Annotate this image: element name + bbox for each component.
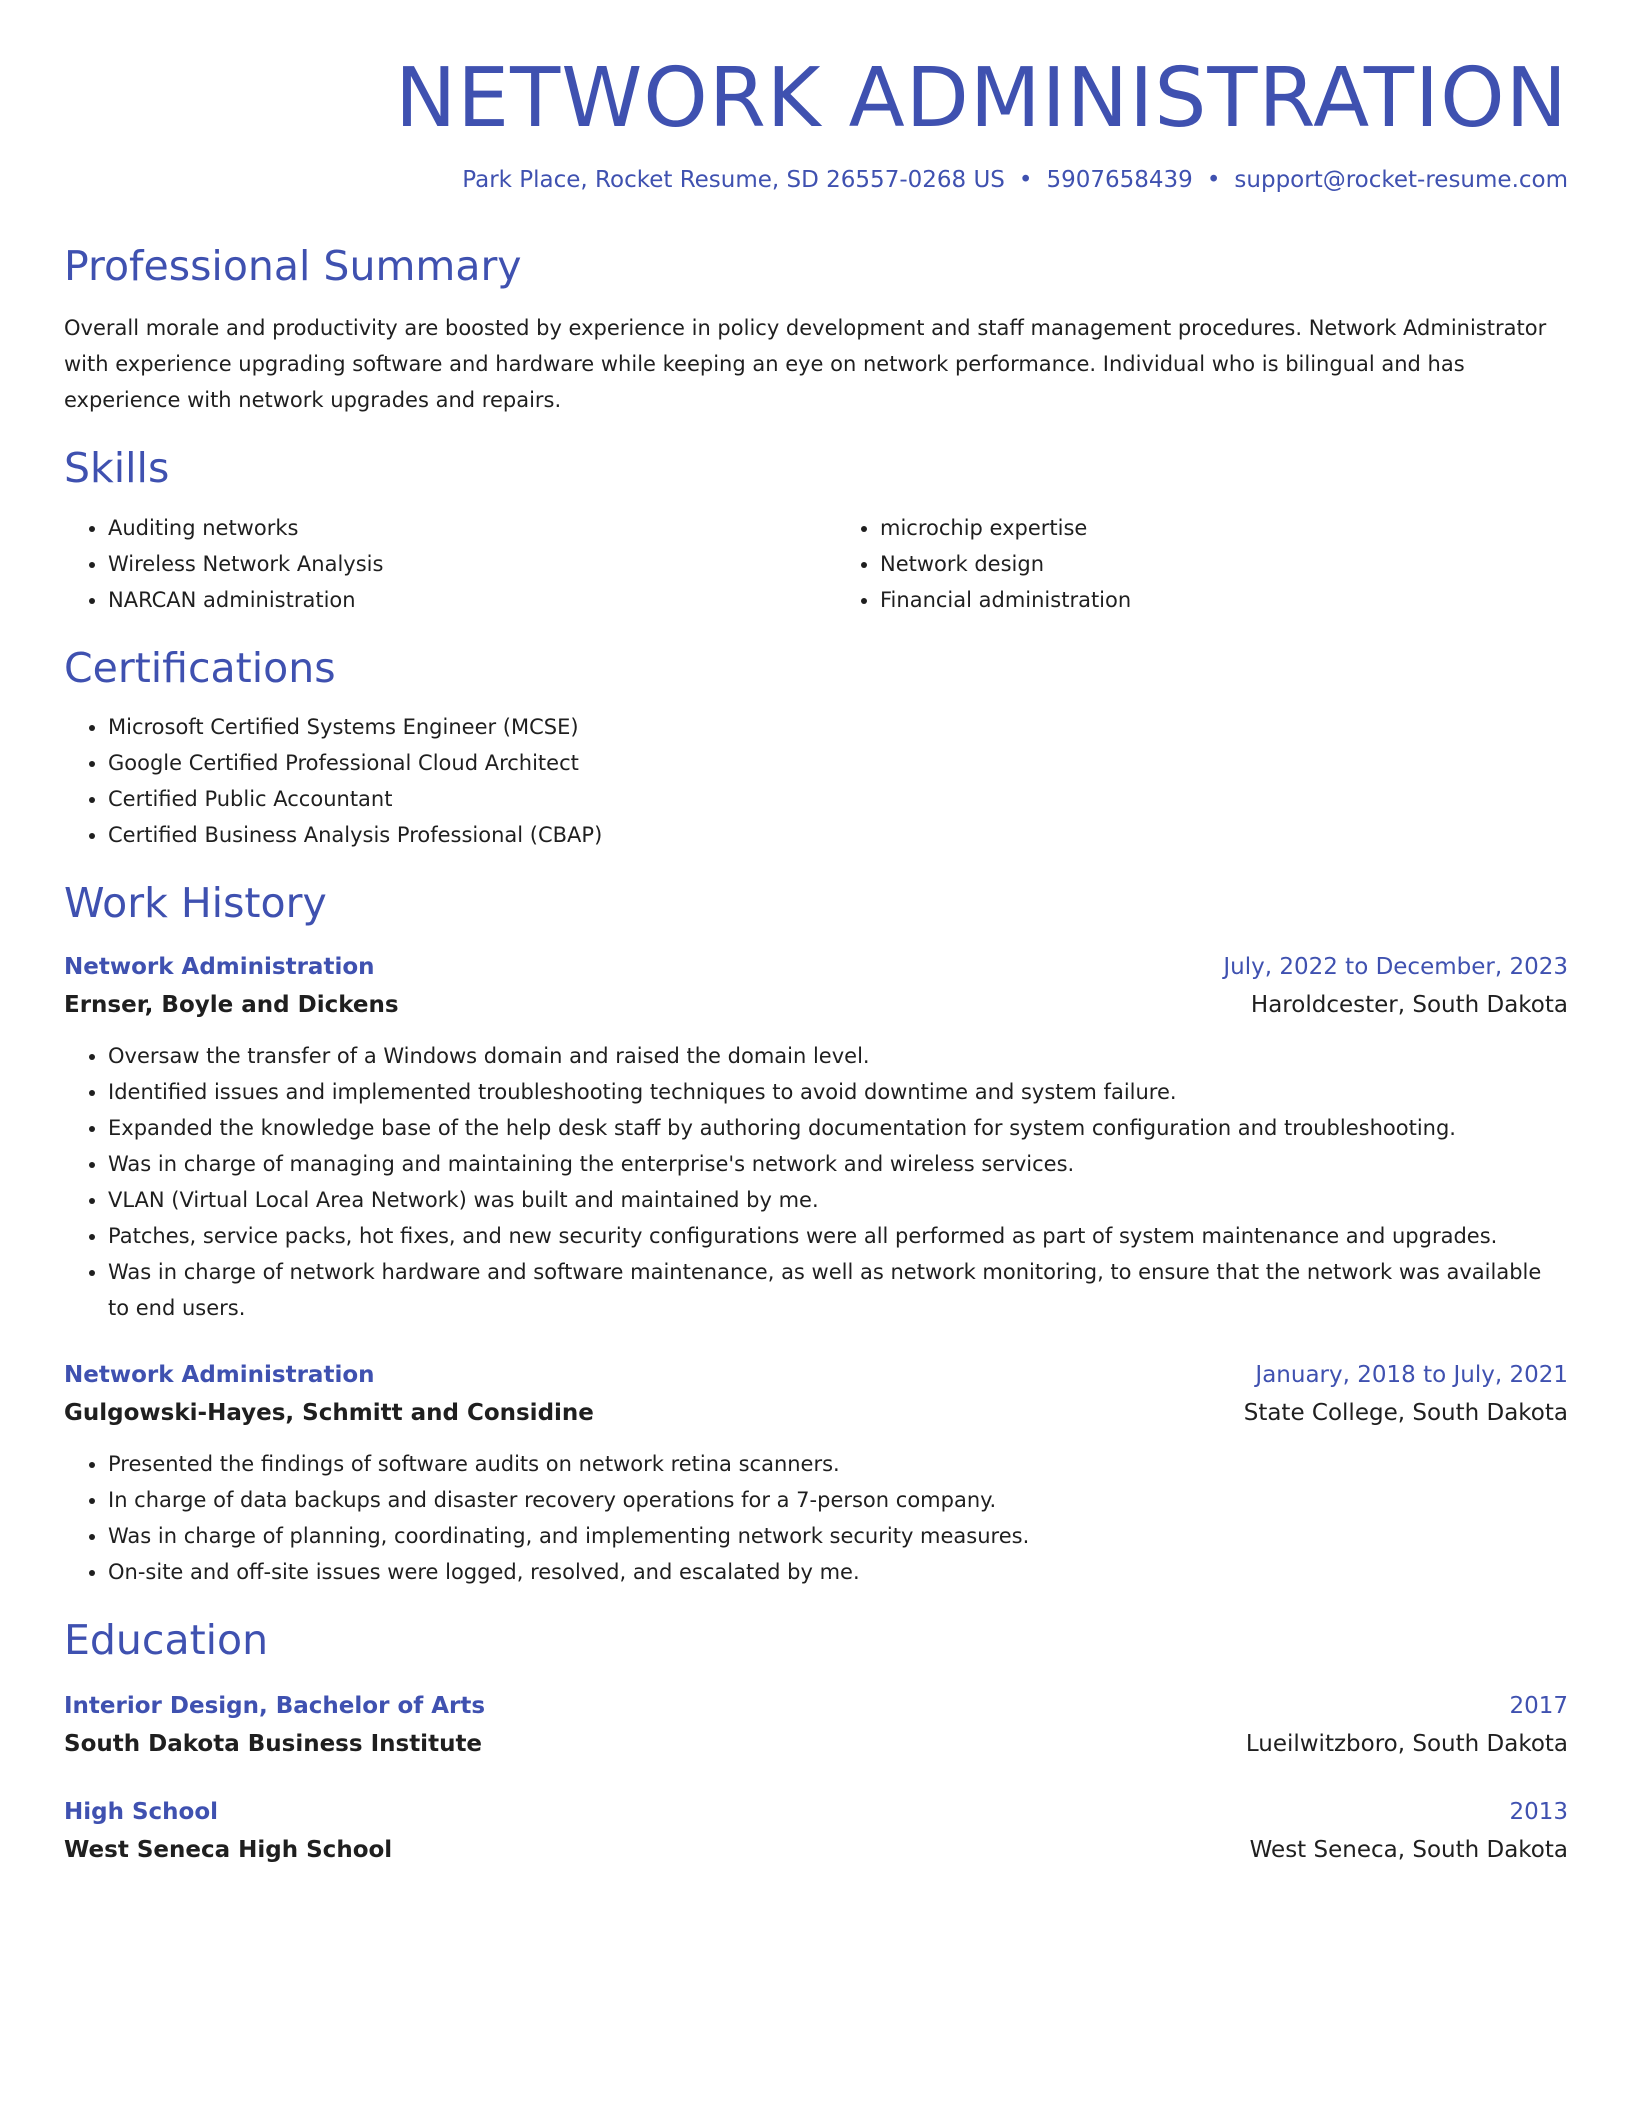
job-duty-item: • Was in charge of network hardware and software maintenance, as well as network monitoring, to ensure that the network was available to end users.: [108, 1254, 1568, 1326]
section-title-work-history: Work History: [64, 878, 327, 927]
skill-item: • Financial administration: [880, 582, 1568, 618]
education-school: West Seneca High School: [64, 1837, 393, 1864]
certification-item: • Google Certified Professional Cloud Architect: [108, 745, 1568, 781]
job-location: State College, South Dakota: [1243, 1399, 1568, 1426]
education-entry: [64, 1793, 1568, 1869]
education-degree: High School: [64, 1799, 219, 1826]
job-company: Gulgowski-Hayes, Schmitt and Considine: [64, 1399, 594, 1426]
job-duty-item: • Was in charge of planning, coordinating, and implementing network security measures.: [108, 1518, 1568, 1554]
section-title-skills: Skills: [64, 444, 170, 493]
contact-separator: •: [1206, 167, 1221, 194]
certifications-list: [64, 709, 1568, 853]
contact-line: [64, 166, 1568, 196]
contact-separator: •: [1018, 167, 1033, 194]
contact-phone: 5907658439: [1046, 167, 1193, 194]
section-title-certifications: Certifications: [64, 643, 336, 692]
job-duties-list: [64, 1446, 1568, 1590]
education-year: 2013: [1509, 1799, 1568, 1826]
job-duty-item: • Expanded the knowledge base of the help desk staff by authoring documentation for system configuration and troubleshooting.: [108, 1110, 1568, 1146]
job-location: Haroldcester, South Dakota: [1250, 991, 1568, 1018]
job-duty-item: • On-site and off-site issues were logged, resolved, and escalated by me.: [108, 1554, 1568, 1590]
section-title-summary: Professional Summary: [64, 242, 522, 291]
job-title: Network Administration: [64, 953, 375, 980]
job-duty-item: • VLAN (Virtual Local Area Network) was built and maintained by me.: [108, 1182, 1568, 1218]
section-title-education: Education: [64, 1615, 269, 1664]
job-duties-list: [64, 1038, 1568, 1326]
resume-name: NETWORK ADMINISTRATION: [394, 51, 1568, 146]
job-duty-item: • Oversaw the transfer of a Windows domain and raised the domain level.: [108, 1038, 1568, 1074]
job-title: Network Administration: [64, 1361, 375, 1388]
contact-email[interactable]: support@rocket-resume.com: [1234, 167, 1568, 194]
certification-item: • Certified Business Analysis Professional (CBAP): [108, 817, 1568, 853]
skill-item: • Auditing networks: [108, 510, 816, 546]
job-dates: July, 2022 to December, 2023: [1223, 953, 1568, 980]
job-company: Ernser, Boyle and Dickens: [64, 991, 399, 1018]
contact-address: Park Place, Rocket Resume, SD 26557-0268 US: [462, 167, 1005, 194]
job-duty-item: • Was in charge of managing and maintaining the enterprise's network and wireless services.: [108, 1146, 1568, 1182]
job-dates: January, 2018 to July, 2021: [1255, 1361, 1568, 1388]
education-school: South Dakota Business Institute: [64, 1731, 483, 1758]
education-location: Lueilwitzboro, South Dakota: [1245, 1731, 1568, 1758]
certification-item: • Certified Public Accountant: [108, 781, 1568, 817]
skills-column-right: [816, 510, 1568, 618]
skills-column-left: [64, 510, 816, 618]
job-duty-item: • Identified issues and implemented troubleshooting techniques to avoid downtime and system failure.: [108, 1074, 1568, 1110]
job-duty-item: • In charge of data backups and disaster recovery operations for a 7-person company.: [108, 1482, 1568, 1518]
education-year: 2017: [1509, 1693, 1568, 1720]
skill-item: • Wireless Network Analysis: [108, 546, 816, 582]
job-entry: [64, 1356, 1568, 1590]
summary-paragraph: Overall morale and productivity are boosted by experience in policy development and staff management procedures. Network Administrator with experience upgrading software and hardware while keeping an eye on network performance. Individual who is bilingual and has experience with network upgrades and repairs.: [64, 316, 1547, 413]
skill-item: • microchip expertise: [880, 510, 1568, 546]
skill-item: • Network design: [880, 546, 1568, 582]
job-entry: [64, 948, 1568, 1326]
certification-item: • Microsoft Certified Systems Engineer (MCSE): [108, 709, 1568, 745]
education-degree: Interior Design, Bachelor of Arts: [64, 1693, 486, 1720]
skill-item: • NARCAN administration: [108, 582, 816, 618]
education-entry: [64, 1687, 1568, 1763]
job-duty-item: • Patches, service packs, hot fixes, and new security configurations were all performed as part of system maintenance and upgrades.: [108, 1218, 1568, 1254]
job-duty-item: • Presented the findings of software audits on network retina scanners.: [108, 1446, 1568, 1482]
education-location: West Seneca, South Dakota: [1249, 1837, 1568, 1864]
skills-list: [64, 494, 1568, 618]
